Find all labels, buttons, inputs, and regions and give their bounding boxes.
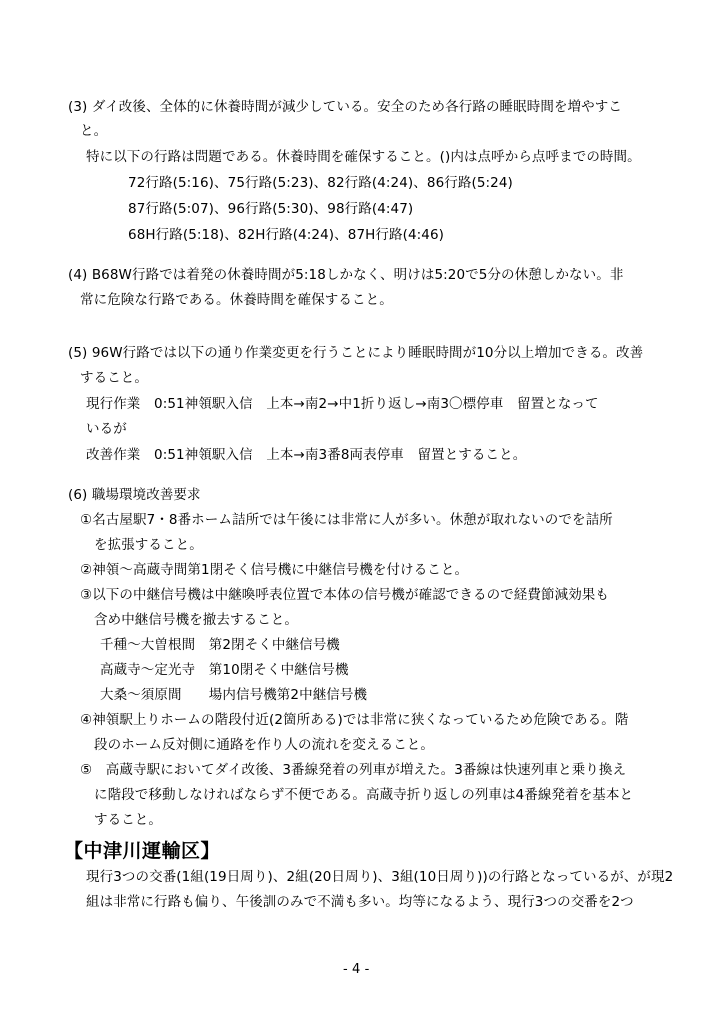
s5-line-3: 現行作業 0:51神領駅入信 上本→南2→中1折り返し→南3〇標停車 留置となって	[86, 396, 599, 412]
s4-line-2: 常に危険な行路である。休養時間を確保すること。	[80, 292, 393, 308]
s6-item1-line-1: ①名古屋駅7・8番ホーム詰所では午後には非常に人が多い。休憩が取れないのでを詰所	[80, 512, 613, 528]
s6-item1-line-2: を拡張すること。	[94, 537, 203, 553]
s3-line-2: と。	[80, 123, 108, 139]
s3-line-3: 特に以下の行路は問題である。休養時間を確保すること。()内は点呼から点呼までの時間。	[86, 149, 641, 165]
s6-item5-line-1: ⑤ 高蔵寺駅においてダイ改後、3番線発着の列車が増えた。3番線は快速列車と乗り換え	[80, 762, 627, 778]
final-para-line-2: 組は非常に行路も偏り、午後訓のみで不満も多い。均等になるよう、現行3つの交番を2つ	[86, 894, 634, 910]
s3-route-line-3: 68H行路(5:18)、82H行路(4:24)、87H行路(4:46)	[128, 227, 445, 243]
s6-signal-3: 大桑～須原間 場内信号機第2中継信号機	[100, 687, 368, 703]
s6-signal-2: 高蔵寺～定光寺 第10閉そく中継信号機	[100, 662, 349, 678]
page-number: - 4 -	[343, 962, 370, 977]
s6-item5-line-2: に階段で移動しなければならず不便である。高蔵寺折り返しの列車は4番線発着を基本と	[94, 787, 634, 803]
s5-line-1: (5) 96W行路では以下の通り作業変更を行うことにより睡眠時間が10分以上増加できる。改善	[68, 345, 644, 361]
s5-line-5: 改善作業 0:51神領駅入信 上本→南3番8両表停車 留置とすること。	[86, 447, 527, 463]
s3-route-line-1: 72行路(5:16)、75行路(5:23)、82行路(4:24)、86行路(5:24)	[128, 175, 513, 191]
s4-line-1: (4) B68W行路では着発の休養時間が5:18しかなく、明けは5:20で5分の休憩しかない。非	[68, 267, 624, 283]
s6-item3-line-2: 含め中継信号機を撤去すること。	[94, 612, 298, 628]
s3-line-1: (3) ダイ改後、全体的に休養時間が減少している。安全のため各行路の睡眠時間を増やすこ	[68, 99, 622, 115]
final-para-line-1: 現行3つの交番(1組(19日周り)、2組(20日周り)、3組(10日周り))の行路となっているが、が現2	[86, 869, 674, 885]
s6-item3-line-1: ③以下の中継信号機は中継喚呼表位置で本体の信号機が確認できるので経費節減効果も	[80, 587, 610, 603]
s5-line-4: いるが	[86, 421, 127, 437]
s6-item2: ②神領～高蔵寺間第1閉そく信号機に中継信号機を付けること。	[80, 562, 469, 578]
s6-item5-line-3: すること。	[94, 812, 162, 828]
s6-item4-line-2: 段のホーム反対側に通路を作り人の流れを変えること。	[94, 737, 434, 753]
s6-item4-line-1: ④神領駅上りホームの階段付近(2箇所ある)では非常に狭くなっているため危険である。階	[80, 712, 629, 728]
s5-line-2: すること。	[80, 370, 148, 386]
s6-signal-1: 千種～大曽根間 第2閉そく中継信号機	[100, 637, 340, 653]
s3-route-line-2: 87行路(5:07)、96行路(5:30)、98行路(4:47)	[128, 201, 414, 217]
section-heading: 【中津川運輸区】	[64, 840, 221, 862]
s6-title: (6) 職場環境改善要求	[68, 487, 201, 503]
